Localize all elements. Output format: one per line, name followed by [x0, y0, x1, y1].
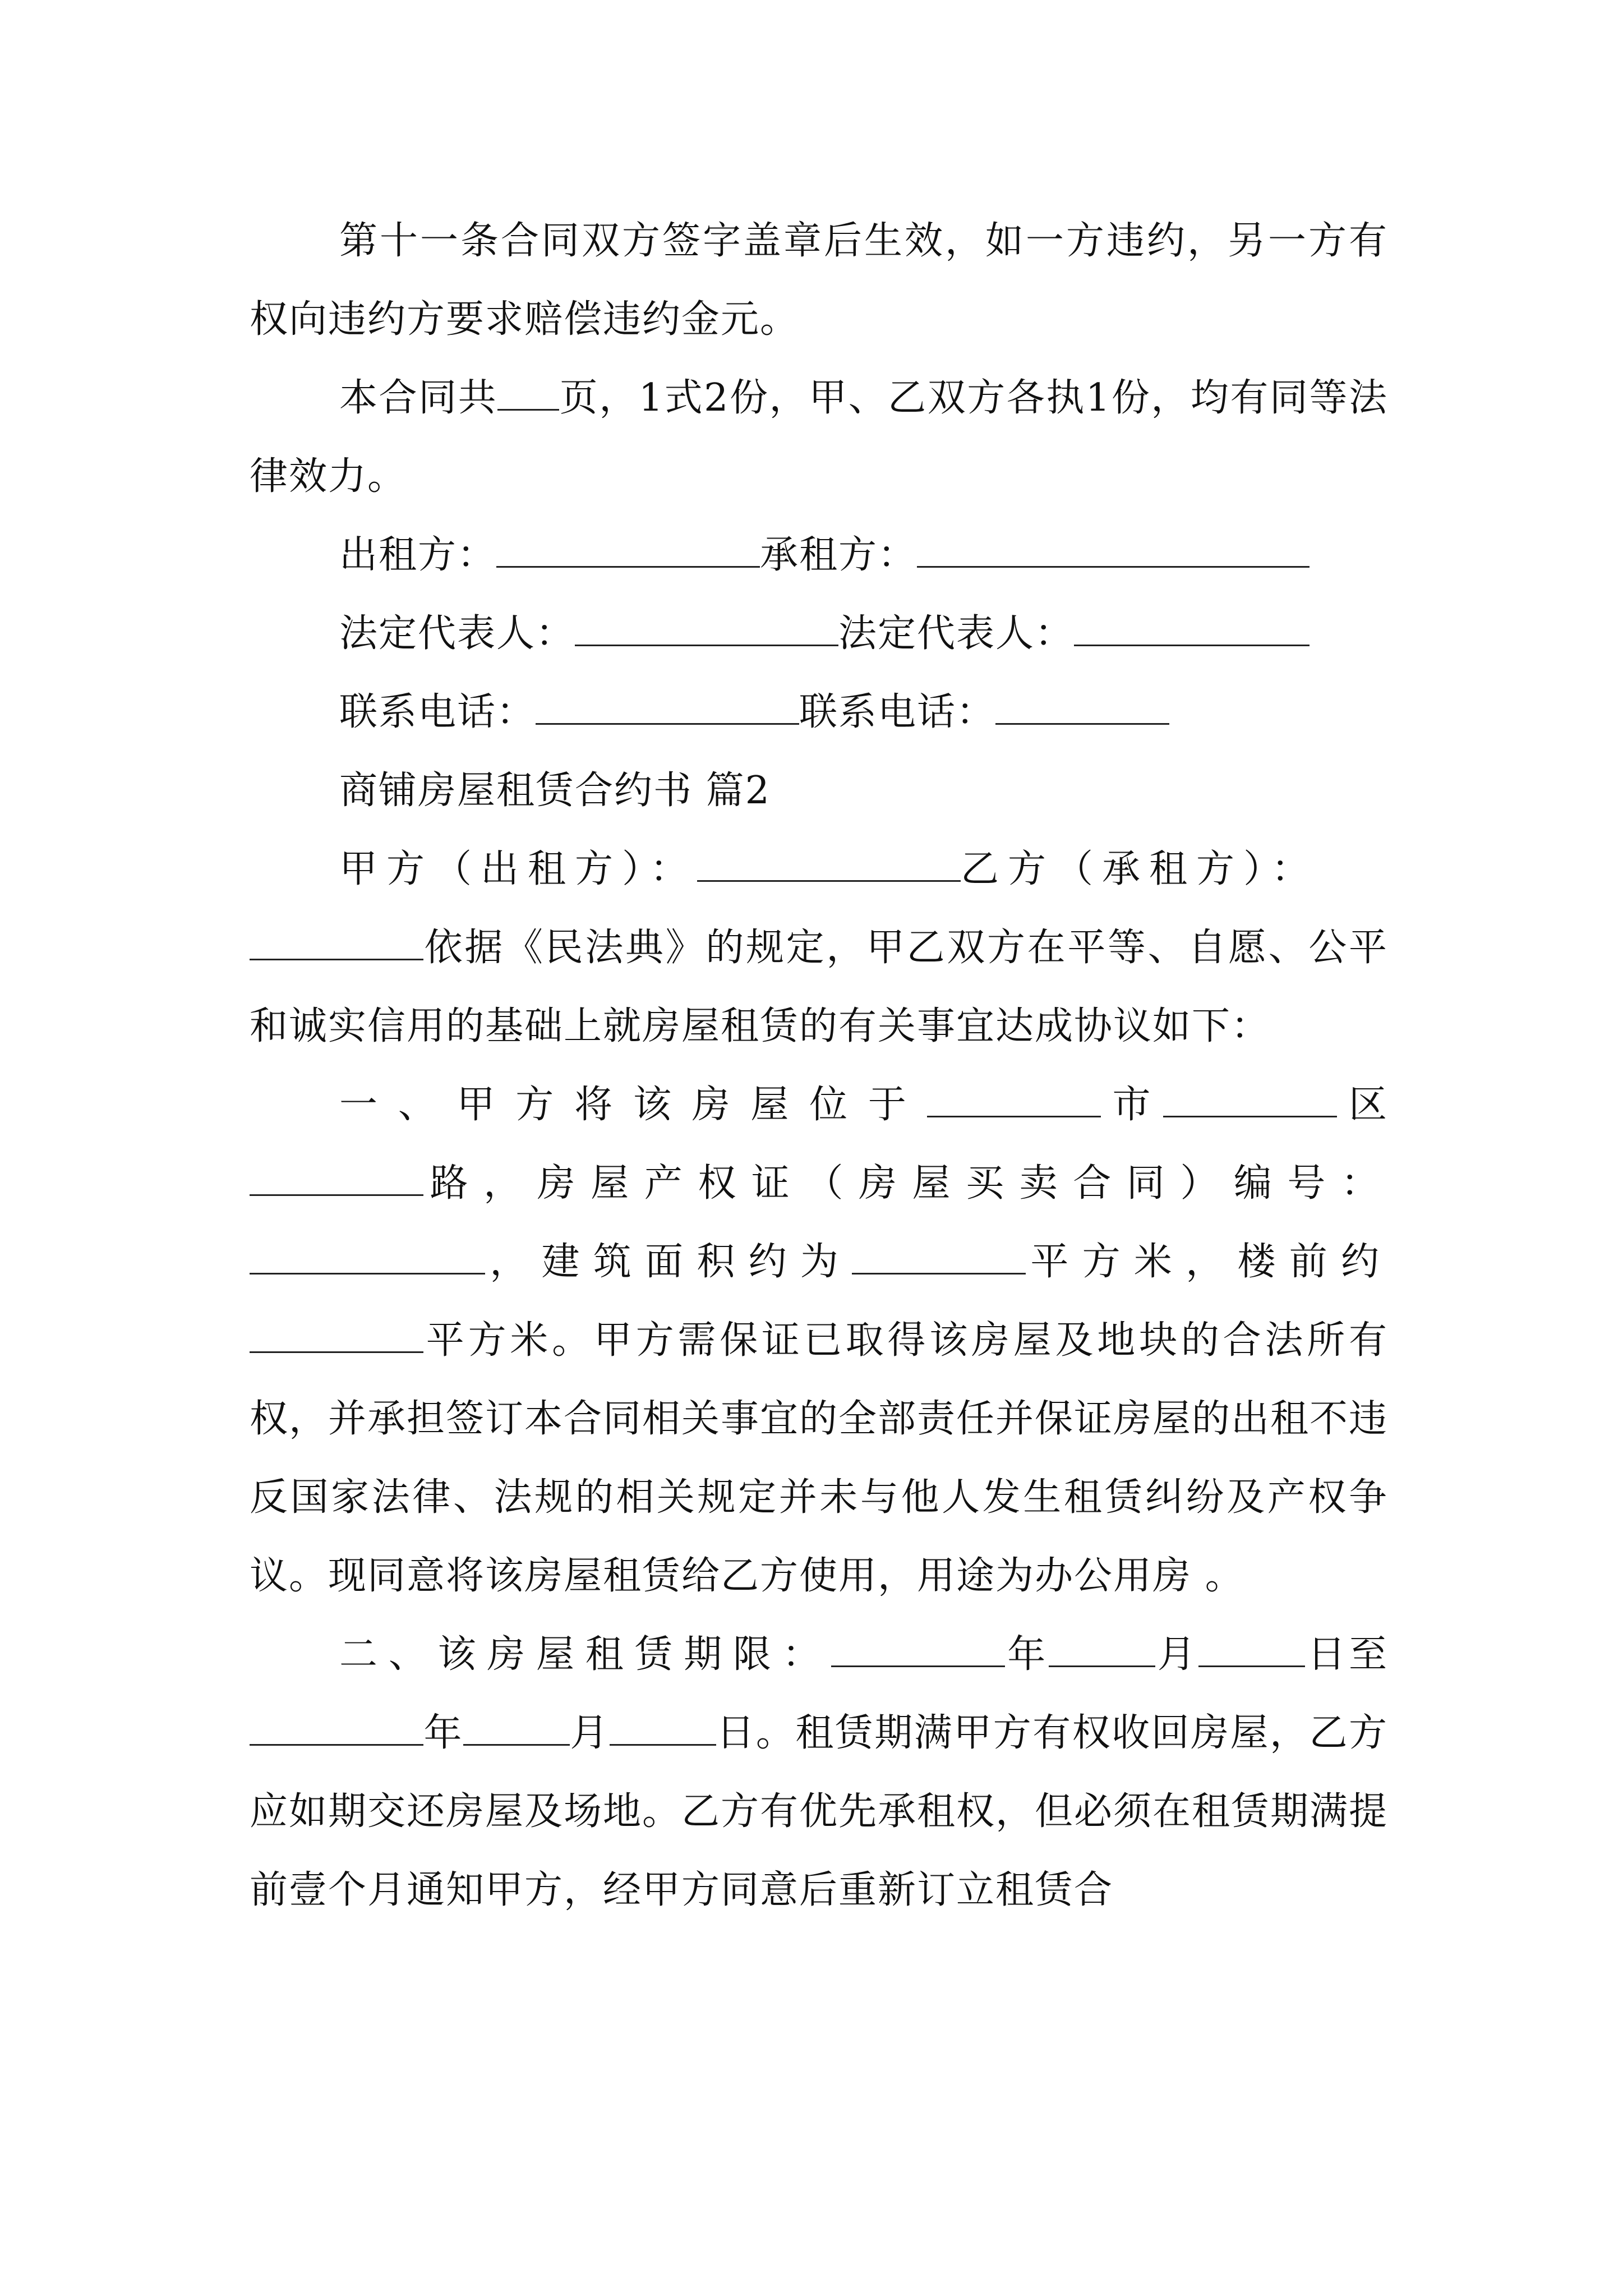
building-area-blank: [852, 1238, 1026, 1274]
party-b-blank: [250, 924, 423, 960]
copies-text-after: 页，1式2份，甲、乙双方各执1份，均有同等法律效力。: [250, 376, 1388, 499]
page-count-blank: [497, 374, 559, 411]
party-a-label: 甲方（出租方）：: [339, 847, 698, 891]
front-area-blank: [250, 1317, 423, 1353]
city-blank: [927, 1081, 1101, 1117]
phone-blank-2: [995, 688, 1169, 725]
clause-1-paragraph: [250, 1066, 1388, 1616]
end-month-blank: [463, 1709, 570, 1746]
clause-1-district: 区: [1337, 1083, 1388, 1127]
article-11-paragraph: 第十一条合同双方签字盖章后生效，如一方违约，另一方有权向违约方要求赔偿违约金元。: [250, 219, 1388, 342]
clause-1-rest: 平方米。甲方需保证已取得该房屋及地块的合法所有权，并承担签订本合同相关事宜的全部责任并保证房屋的出租不违反国家法律、法规的相关规定并未与他人发生租赁纠纷及产权争议。现同意将该房屋租赁给乙方使用，用途为办公用房 。: [250, 1318, 1389, 1598]
phone-label-1: 联系电话：: [339, 690, 536, 734]
phone-line: [250, 673, 1388, 752]
phone-label-2: 联系电话：: [799, 690, 996, 734]
end-year-blank: [250, 1709, 423, 1746]
clause-1-sqm-front: 平方米，楼前约: [1026, 1240, 1388, 1284]
clause-1-prefix: 一、甲方将该房屋位于: [339, 1083, 927, 1127]
start-day-blank: [1198, 1631, 1305, 1667]
lessor-label: 出租方：: [339, 533, 497, 577]
road-blank: [250, 1159, 423, 1196]
lessor-signature-line: [250, 516, 1388, 595]
clause-1-area: ，建筑面积约为: [485, 1240, 852, 1284]
end-day-blank: [610, 1709, 716, 1746]
copies-paragraph: [250, 359, 1388, 516]
party-a-blank: [697, 845, 961, 882]
contract-page: [250, 202, 1388, 1930]
legal-rep-blank-1: [575, 610, 838, 646]
lessee-blank: [917, 531, 1310, 568]
legal-rep-label-1: 法定代表人：: [339, 611, 575, 656]
phone-blank-1: [536, 688, 799, 725]
party-b-label: 乙方（承租方）：: [961, 847, 1319, 891]
clause-2-prefix: 二、该房屋租赁期限：: [339, 1632, 832, 1677]
clause-2-end-year: 年: [423, 1711, 463, 1755]
legal-rep-label-2: 法定代表人：: [838, 611, 1075, 656]
clause-1-city: 市: [1100, 1083, 1164, 1127]
copies-text-before: 本合同共: [339, 376, 498, 420]
lessor-blank: [496, 531, 760, 568]
intro-text: 依据《民法典》的规定，甲乙双方在平等、自愿、公平和诚实信用的基础上就房屋租赁的有关事宜达成协议如下：: [250, 926, 1388, 1048]
legal-rep-line: [250, 595, 1388, 673]
lessee-label: 承租方：: [760, 533, 917, 577]
clause-2-end-month: 月: [569, 1711, 610, 1755]
clause-2-rest: 。租赁期满甲方有权收回房屋，乙方应如期交还房屋及场地。乙方有优先承租权，但必须在租赁期满提前壹个月通知甲方，经甲方同意后重新订立租赁合: [250, 1711, 1389, 1912]
clause-2-end-day: 日: [716, 1711, 756, 1755]
legal-rep-blank-2: [1074, 610, 1310, 646]
start-year-blank: [831, 1631, 1005, 1667]
clause-2-start-year: 年: [1005, 1632, 1049, 1677]
clause-2-paragraph: [250, 1616, 1388, 1930]
clause-2-start-month: 月: [1155, 1632, 1199, 1677]
clause-2-day-to: 日至: [1305, 1632, 1388, 1677]
section-title: 商铺房屋租赁合约书 篇2: [339, 769, 771, 813]
certificate-number-blank: [250, 1238, 485, 1274]
clause-1-road: 路，房屋产权证（房屋买卖合同）编号：: [423, 1161, 1388, 1205]
parties-line: [250, 830, 1388, 909]
district-blank: [1163, 1081, 1337, 1117]
intro-paragraph: [250, 909, 1388, 1066]
start-month-blank: [1049, 1631, 1155, 1667]
